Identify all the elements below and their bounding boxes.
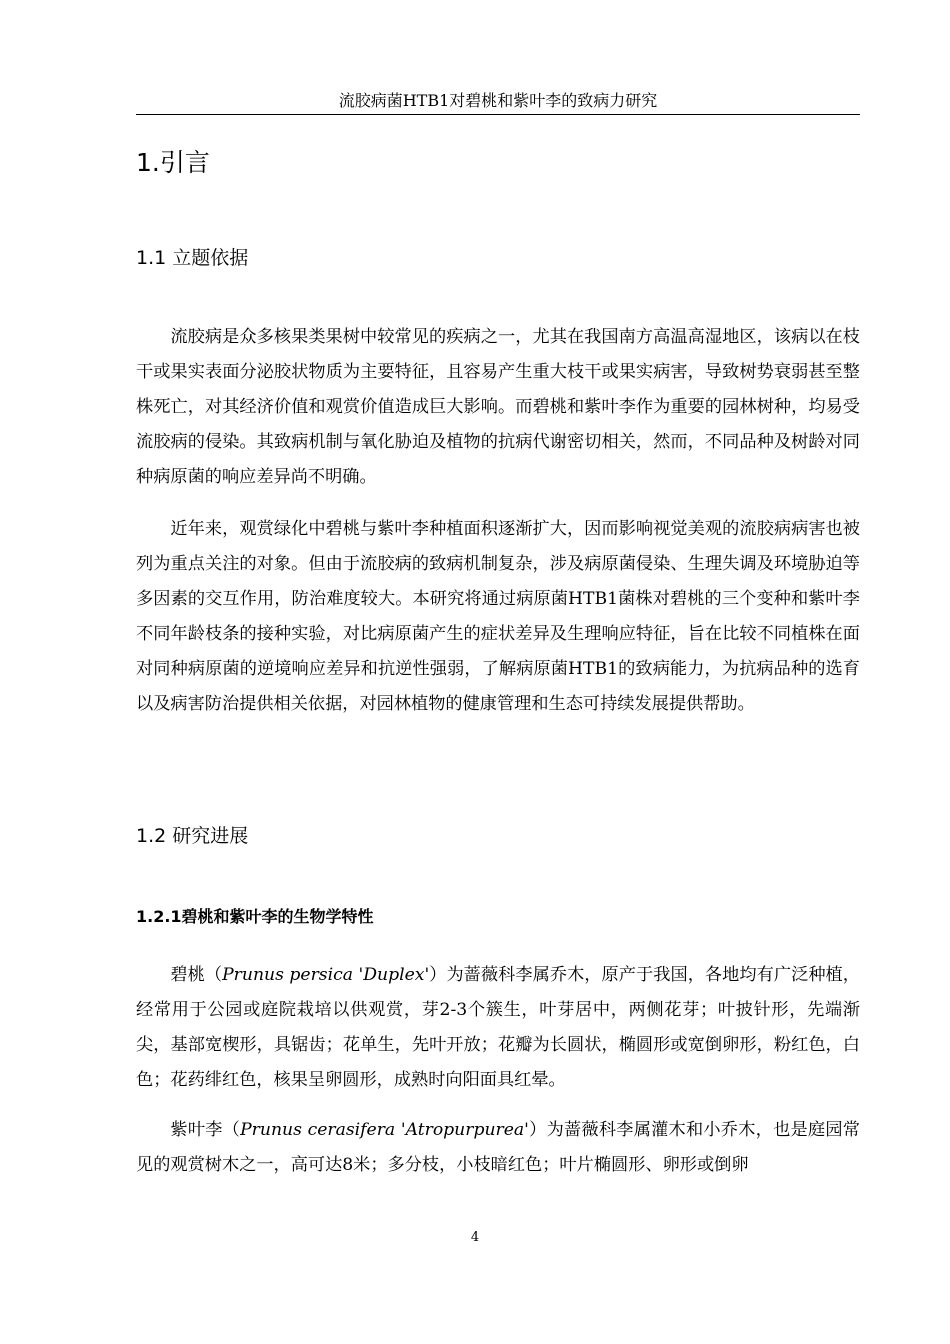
section-heading-1: 1.引言 <box>136 148 210 177</box>
paragraph-4-body: ）为蔷薇科李属灌木和小乔木，也是庭园常见的观赏树木之一，高可达8米；多分枝，小枝暗红色；叶片椭圆形、卵形或倒卵 <box>136 1120 860 1175</box>
section-heading-1-2-1: 1.2.1碧桃和紫叶李的生物学特性 <box>136 907 374 926</box>
latin-name-bitao: Prunus persica 'Duplex' <box>222 965 430 985</box>
paragraph-3-body: ）为蔷薇科李属乔木，原产于我国，各地均有广泛种植，经常用于公园或庭院栽培以供观赏，芽2-3个簇生，叶芽居中，两侧花芽；叶披针形，先端渐尖，基部宽楔形，具锯齿；花单生，先叶开放；花瓣为长圆状，椭圆形或宽倒卵形，粉红色，白色；花药绯红色，核果呈卵圆形，成熟时向阳面具红晕。 <box>136 965 860 1090</box>
latin-name-ziyeli: Prunus cerasifera 'Atropurpurea' <box>240 1120 529 1140</box>
section-heading-1-1: 1.1 立题依据 <box>136 247 249 269</box>
paragraph-4-intro: 紫叶李（ <box>170 1120 241 1140</box>
paragraph-4 <box>136 1113 860 1183</box>
paragraph-1: 流胶病是众多核果类果树中较常见的疾病之一，尤其在我国南方高温高湿地区，该病以在枝干或果实表面分泌胶状物质为主要特征，且容易产生重大枝干或果实病害，导致树势衰弱甚至整株死亡，对其经济价值和观赏价值造成巨大影响。而碧桃和紫叶李作为重要的园林树种，均易受流胶病的侵染。其致病机制与氧化胁迫及植物的抗病代谢密切相关，然而，不同品种及树龄对同种病原菌的响应差异尚不明确。 <box>136 327 860 487</box>
running-header: 流胶病菌HTB1对碧桃和紫叶李的致病力研究 <box>136 90 860 115</box>
paragraph-2: 近年来，观赏绿化中碧桃与紫叶李种植面积逐渐扩大，因而影响视觉美观的流胶病病害也被列为重点关注的对象。但由于流胶病的致病机制复杂，涉及病原菌侵染、生理失调及环境胁迫等多因素的交互作用，防治难度较大。本研究将通过病原菌HTB1菌株对碧桃的三个变种和紫叶李不同年龄枝条的接种实验，对比病原菌产生的症状差异及生理响应特征，旨在比较不同植株在面对同种病原菌的逆境响应差异和抗逆性强弱，了解病原菌HTB1的致病能力，为抗病品种的选育以及病害防治提供相关依据，对园林植物的健康管理和生态可持续发展提供帮助。 <box>136 519 860 714</box>
paragraph-3-intro: 碧桃（ <box>170 965 223 985</box>
section-heading-1-2: 1.2 研究进展 <box>136 825 249 847</box>
page-number: 4 <box>470 1230 480 1245</box>
paragraph-3 <box>136 958 860 1098</box>
